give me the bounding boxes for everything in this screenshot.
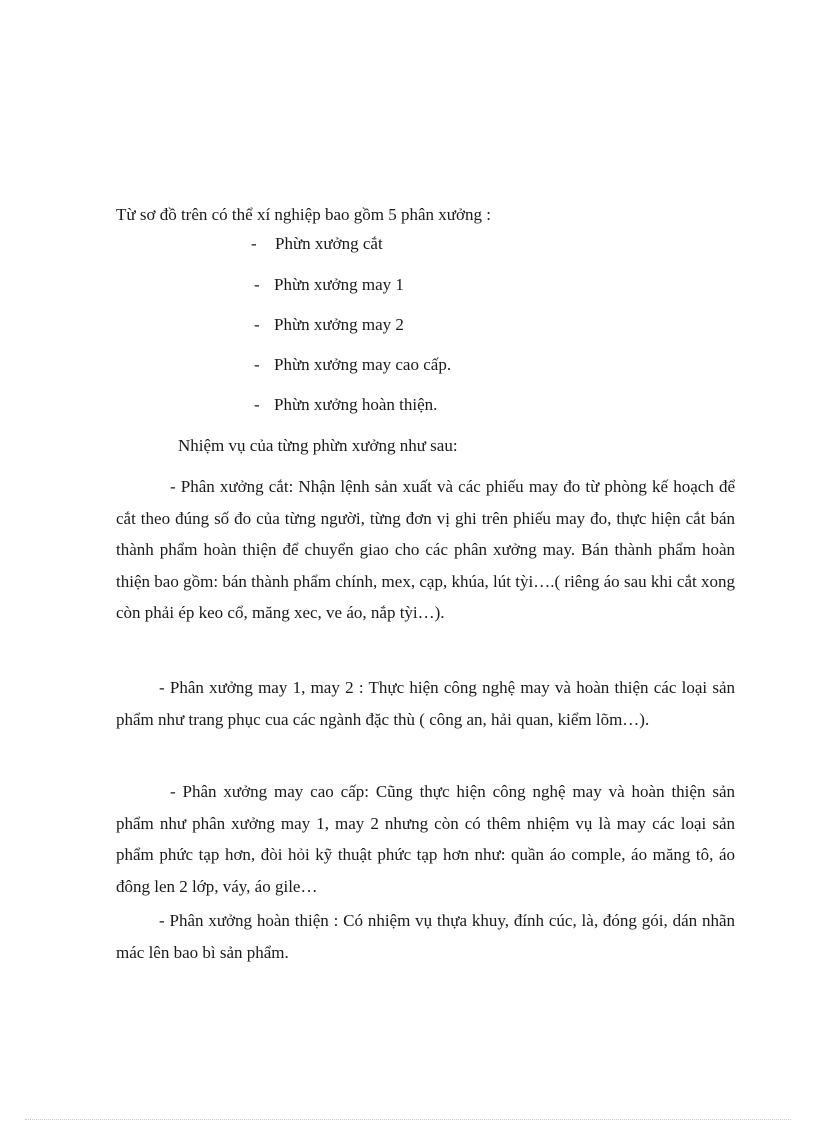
page-bottom-divider: [25, 1119, 791, 1120]
list-item: [254, 353, 451, 377]
bullet-dash: -: [251, 234, 257, 253]
list-item: [251, 232, 383, 256]
workshop-name: Phừn xưởng may 1: [274, 275, 404, 294]
intro-line: Từ sơ đồ trên có thể xí nghiệp bao gồm 5 phân xưởng :: [116, 205, 491, 224]
bullet-dash: -: [254, 275, 260, 294]
workshop-name: Phừn xưởng may cao cấp.: [274, 355, 452, 374]
paragraph-finishing-workshop: - Phân xưởng hoàn thiện : Có nhiệm vụ thựa khuy, đính cúc, là, đóng gói, dán nhãn mác lên bao bì sản phẩm.: [116, 911, 735, 962]
workshop-name: Phừn xưởng cắt: [275, 234, 383, 253]
bullet-dash: -: [254, 395, 260, 414]
paragraph-premium-workshop: - Phân xưởng may cao cấp: Cũng thực hiện công nghệ may và hoàn thiện sản phẩm như phân xưởng may 1, may 2 nhưng còn có thêm nhiệm vụ là may các loại sản phẩm phức tạp hơn, đòi hỏi kỹ thuật phức tạp hơn như: quần áo comple, áo măng tô, áo đông len 2 lớp, váy, áo gile…: [116, 782, 735, 896]
bullet-dash: -: [254, 315, 260, 334]
task-heading: Nhiệm vụ của từng phừn xưởng như sau:: [178, 436, 458, 455]
workshop-name: Phừn xưởng hoàn thiện.: [274, 395, 438, 414]
paragraph-cutting-workshop: - Phân xưởng cắt: Nhận lệnh sản xuất và các phiếu may đo từ phòng kế hoạch để cắt theo đúng số đo của từng người, từng đơn vị ghi trên phiếu may đo, thực hiện cắt bán thành phẩm hoàn thiện để chuyển giao cho các phân xưởng may. Bán thành phẩm hoàn thiện bao gồm: bán thành phẩm chính, mex, cạp, khúa, lút tỳi….( riêng áo sau khi cắt xong còn phải ép keo cổ, măng xec, ve áo, nắp tỳi…).: [116, 477, 735, 622]
paragraph-sewing-workshops: - Phân xưởng may 1, may 2 : Thực hiện công nghệ may và hoàn thiện các loại sản phẩm như trang phục cua các ngành đặc thù ( công an, hải quan, kiểm lõm…).: [116, 678, 735, 729]
workshop-name: Phừn xưởng may 2: [274, 315, 404, 334]
list-item: [254, 393, 437, 417]
list-item: [254, 313, 404, 337]
bullet-dash: -: [254, 355, 260, 374]
list-item: [254, 273, 404, 297]
